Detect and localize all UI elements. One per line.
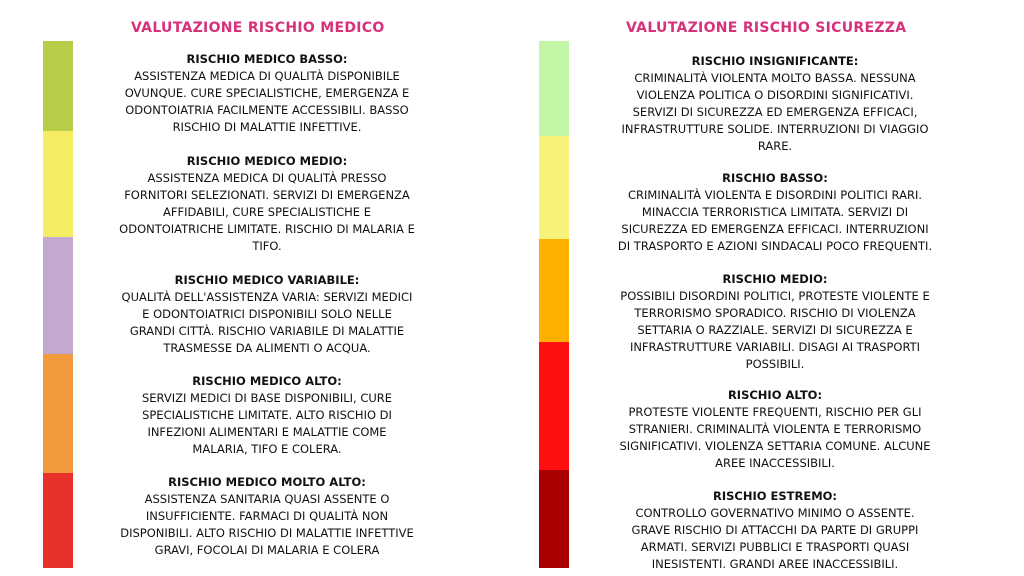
medical-level-variable (88, 272, 446, 357)
medical-bar-high (43, 354, 73, 473)
medical-level-heading: RISCHIO MEDICO MOLTO ALTO: (168, 475, 366, 489)
security-level-high (590, 387, 960, 472)
security-level-description: CRIMINALITÀ VIOLENTA MOLTO BASSA. NESSUNA VIOLENZA POLITICA O DISORDINI SIGNIFICATIVI. SERVIZI DI SICUREZZA ED EMERGENZA EFFICACI, INFRASTRUTTURE SOLIDE. INTERRUZIONI DI VIAGGIO RARE. (621, 71, 929, 153)
security-level-extreme (590, 488, 960, 573)
security-level-heading: RISCHIO ALTO: (727, 388, 823, 402)
medical-level-heading: RISCHIO MEDICO ALTO: (192, 374, 342, 388)
medical-level-very-high (88, 474, 446, 559)
medical-level-low (88, 51, 446, 136)
security-level-medium (590, 271, 960, 373)
security-level-heading: RISCHIO BASSO: (722, 171, 828, 185)
medical-level-description: ASSISTENZA MEDICA DI QUALITÀ DISPONIBILE OVUNQUE. CURE SPECIALISTICHE, EMERGENZA E ODONTOIATRIA FACILMENTE ACCESSIBILI. BASSO RISCHIO DI MALATTIE INFETTIVE. (124, 69, 410, 134)
medical-level-heading: RISCHIO MEDICO MEDIO: (186, 154, 348, 168)
security-level-description: CRIMINALITÀ VIOLENTA E DISORDINI POLITICI RARI. MINACCIA TERRORISTICA LIMITATA. SERVIZI DI SICUREZZA ED EMERGENZA EFFICACI. INTERRUZIONI DI TRASPORTO E AZIONI SINDACALI POCO FREQUENTI. (617, 188, 933, 253)
medical-level-description: ASSISTENZA SANITARIA QUASI ASSENTE O INSUFFICIENTE. FARMACI DI QUALITÀ NON DISPONIBILI. ALTO RISCHIO DI MALATTIE INFETTIVE GRAVI, FOCOLAI DI MALARIA E COLERA (120, 492, 414, 557)
medical-bar-variable (43, 237, 73, 354)
security-bar-medium (539, 239, 569, 342)
medical-level-description: QUALITÀ DELL'ASSISTENZA VARIA: SERVIZI MEDICI E ODONTOIATRICI DISPONIBILI SOLO NELLE GRANDI CITTÀ. RISCHIO VARIABILE DI MALATTIE TRASMESSE DA ALIMENTI O ACQUA. (121, 290, 413, 355)
security-level-description: POSSIBILI DISORDINI POLITICI, PROTESTE VIOLENTE E TERRORISMO SPORADICO. RISCHIO DI VIOLENZA SETTARIA O RAZZIALE. SERVIZI DI SICUREZZA E INFRASTRUTTURE VARIABILI. DISAGI AI TRASPORTI POSSIBILI. (620, 289, 930, 371)
medical-level-high (88, 373, 446, 458)
security-level-low (590, 170, 960, 255)
security-bar-high (539, 342, 569, 470)
medical-level-heading: RISCHIO MEDICO BASSO: (186, 52, 348, 66)
security-bar-insignificant (539, 41, 569, 136)
security-level-insignificant (590, 53, 960, 155)
medical-level-medium (88, 153, 446, 255)
medical-risk-title: VALUTAZIONE RISCHIO MEDICO (131, 20, 385, 36)
security-level-heading: RISCHIO INSIGNIFICANTE: (691, 54, 859, 68)
security-level-heading: RISCHIO ESTREMO: (712, 489, 838, 503)
medical-level-description: ASSISTENZA MEDICA DI QUALITÀ PRESSO FORNITORI SELEZIONATI. SERVIZI DI EMERGENZA AFFIDABILI, CURE SPECIALISTICHE E ODONTOIATRICHE LIMITATE. RISCHIO DI MALARIA E TIFO. (119, 171, 415, 253)
medical-bar-medium (43, 131, 73, 237)
security-risk-title: VALUTAZIONE RISCHIO SICUREZZA (626, 20, 907, 36)
medical-bar-very-high (43, 473, 73, 568)
medical-level-description: SERVIZI MEDICI DI BASE DISPONIBILI, CURE SPECIALISTICHE LIMITATE. ALTO RISCHIO DI INFEZIONI ALIMENTARI E MALATTIE COME MALARIA, TIFO E COLERA. (141, 391, 393, 456)
security-bar-low (539, 136, 569, 239)
security-bar-extreme (539, 470, 569, 568)
security-level-heading: RISCHIO MEDIO: (722, 272, 828, 286)
security-level-description: PROTESTE VIOLENTE FREQUENTI, RISCHIO PER GLI STRANIERI. CRIMINALITÀ VIOLENTA E TERRORISMO SIGNIFICATIVI. VIOLENZA SETTARIA COMUNE. ALCUNE AREE INACCESSIBILI. (619, 405, 931, 470)
security-level-description: CONTROLLO GOVERNATIVO MINIMO O ASSENTE. GRAVE RISCHIO DI ATTACCHI DA PARTE DI GRUPPI ARMATI. SERVIZI PUBBLICI E TRASPORTI QUASI INESISTENTI. GRANDI AREE INACCESSIBILI. (631, 506, 919, 571)
medical-level-heading: RISCHIO MEDICO VARIABILE: (174, 273, 360, 287)
medical-bar-low (43, 41, 73, 131)
